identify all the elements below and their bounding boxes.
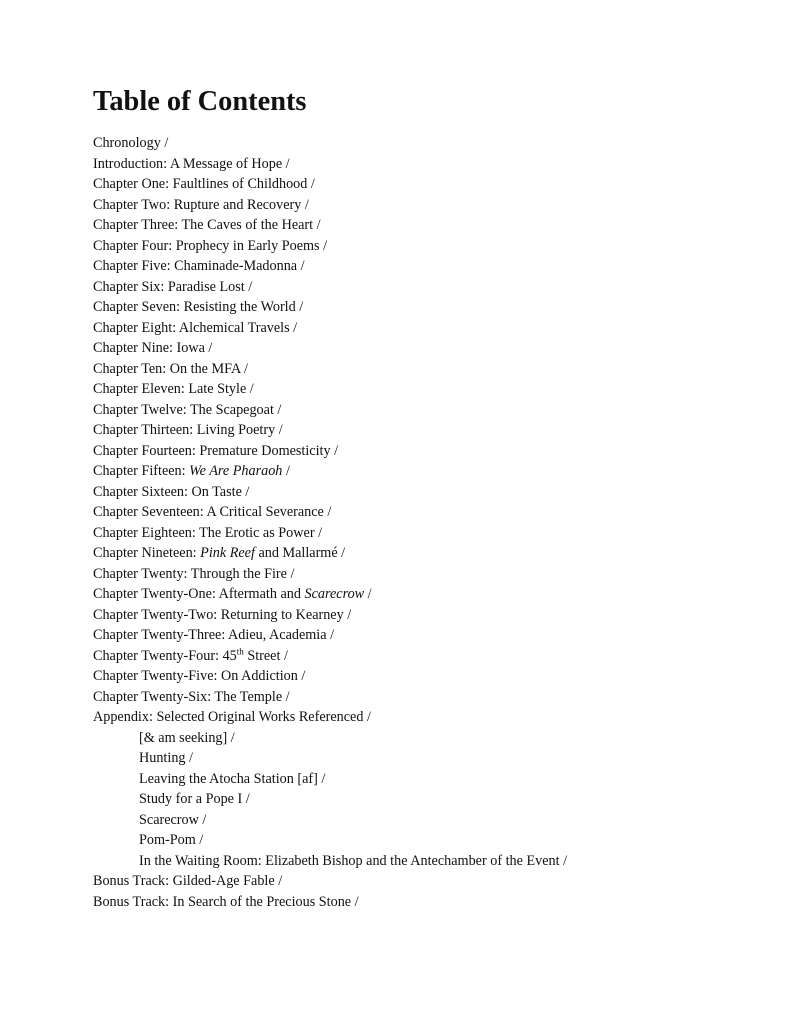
toc-entry-text: Hunting /	[139, 750, 193, 766]
toc-entry-text: Chapter Ten: On the MFA /	[93, 360, 248, 377]
toc-entry	[93, 605, 791, 626]
toc-entry	[93, 441, 791, 462]
toc-entry	[93, 502, 791, 523]
toc-entry	[93, 687, 791, 708]
toc-subentry	[93, 748, 791, 769]
toc-entry-text: Street /	[243, 647, 288, 664]
toc-entry-text: Chapter Fourteen: Premature Domesticity /	[93, 442, 339, 459]
toc-entry-text: Chapter Twenty-Two: Returning to Kearney /	[93, 606, 352, 623]
toc-entry-text: Chapter Five: Chaminade-Madonna /	[93, 258, 305, 274]
toc-entry	[93, 543, 791, 564]
toc-entry-text: Chapter Nineteen:	[93, 545, 201, 561]
toc-entry	[93, 871, 791, 892]
toc-entry-text: Chapter Fifteen:	[93, 463, 190, 479]
toc-entry-text: Chapter Thirteen: Living Poetry /	[93, 422, 283, 438]
toc-entry-italic-title: Pink Reef	[200, 545, 255, 561]
toc-entry	[93, 420, 791, 441]
toc-entry	[93, 707, 791, 728]
toc-entry-text: /	[282, 463, 290, 479]
toc-subentry	[93, 830, 791, 851]
toc-entry	[93, 584, 791, 605]
toc-entry	[93, 215, 791, 236]
toc-entry-text: Chapter Eleven: Late Style /	[93, 381, 254, 397]
toc-entry-text: Chapter Twenty-Four: 45	[93, 647, 237, 664]
toc-entry	[93, 564, 791, 585]
toc-entry-text: Bonus Track: Gilded-Age Fable /	[93, 873, 283, 889]
toc-entry-text: Chapter Eight: Alchemical Travels /	[93, 319, 298, 336]
toc-entry-text: Pom-Pom /	[139, 832, 204, 848]
toc-entry-text: Appendix: Selected Original Works Referenced /	[93, 709, 371, 725]
toc-entry-text: Chapter Three: The Caves of the Heart /	[93, 217, 321, 233]
toc-entry-italic-title: We Are Pharaoh	[189, 463, 283, 479]
toc-entry-text: Chapter Sixteen: On Taste /	[93, 483, 250, 500]
toc-subentry	[93, 810, 791, 831]
toc-entry-text: Bonus Track: In Search of the Precious Stone /	[93, 893, 359, 910]
toc-entry-text: Leaving the Atocha Station [af] /	[139, 770, 326, 787]
toc-entry-text: Chapter Seven: Resisting the World /	[93, 299, 304, 315]
toc-entry	[93, 400, 791, 421]
toc-entry-text: Chapter One: Faultlines of Childhood /	[93, 176, 315, 192]
toc-entry	[93, 236, 791, 257]
toc-entry-text: Chapter Twenty: Through the Fire /	[93, 565, 295, 582]
toc-entry-text: Chapter Four: Prophecy in Early Poems /	[93, 237, 328, 254]
toc-entry-italic-title: Scarecrow	[304, 586, 365, 602]
toc-subentry	[93, 851, 791, 872]
page-title: Table of Contents	[93, 86, 307, 117]
toc-entry-text: [& am seeking] /	[139, 729, 235, 746]
toc-entry	[93, 297, 791, 318]
toc-entry	[93, 195, 791, 216]
toc-entry	[93, 277, 791, 298]
toc-subentry	[93, 769, 791, 790]
toc-entry-text: Chapter Twelve: The Scapegoat /	[93, 401, 282, 418]
toc-entry	[93, 318, 791, 339]
document-page	[93, 86, 791, 912]
toc-subentry	[93, 728, 791, 749]
toc-entry-text: Chronology /	[93, 135, 169, 151]
toc-entry	[93, 482, 791, 503]
toc-entry	[93, 133, 791, 154]
toc-entry-text: and Mallarmé /	[254, 545, 346, 561]
toc-entry	[93, 646, 791, 667]
toc-entry-text: Chapter Twenty-Three: Adieu, Academia /	[93, 627, 335, 643]
toc-entry-text: /	[364, 586, 372, 602]
toc-entry-text: Scarecrow /	[139, 811, 207, 828]
toc-entry	[93, 174, 791, 195]
toc-entry-text: Study for a Pope I /	[139, 791, 250, 807]
toc-subentry	[93, 789, 791, 810]
toc-entry	[93, 359, 791, 380]
toc-entry	[93, 379, 791, 400]
toc-entry-text: Introduction: A Message of Hope /	[93, 155, 290, 172]
toc-entry-superscript: th	[236, 645, 244, 656]
toc-entry-text: Chapter Two: Rupture and Recovery /	[93, 196, 309, 213]
toc-entry	[93, 154, 791, 175]
toc-entry	[93, 523, 791, 544]
toc-entry-text: Chapter Twenty-Six: The Temple /	[93, 688, 290, 705]
toc-entry-text: In the Waiting Room: Elizabeth Bishop and the Antechamber of the Event /	[139, 852, 568, 869]
toc-entry-text: Chapter Eighteen: The Erotic as Power /	[93, 524, 323, 541]
toc-entry	[93, 461, 791, 482]
toc-entry-text: Chapter Seventeen: A Critical Severance /	[93, 504, 332, 520]
toc-entry-text: Chapter Six: Paradise Lost /	[93, 278, 253, 295]
toc-entry-text: Chapter Twenty-Five: On Addiction /	[93, 668, 306, 684]
toc-entry-text: Chapter Nine: Iowa /	[93, 340, 213, 356]
toc-list	[93, 133, 791, 912]
toc-entry	[93, 625, 791, 646]
toc-entry	[93, 892, 791, 913]
toc-entry	[93, 256, 791, 277]
toc-entry	[93, 338, 791, 359]
toc-entry-text: Chapter Twenty-One: Aftermath and	[93, 586, 305, 602]
toc-entry	[93, 666, 791, 687]
